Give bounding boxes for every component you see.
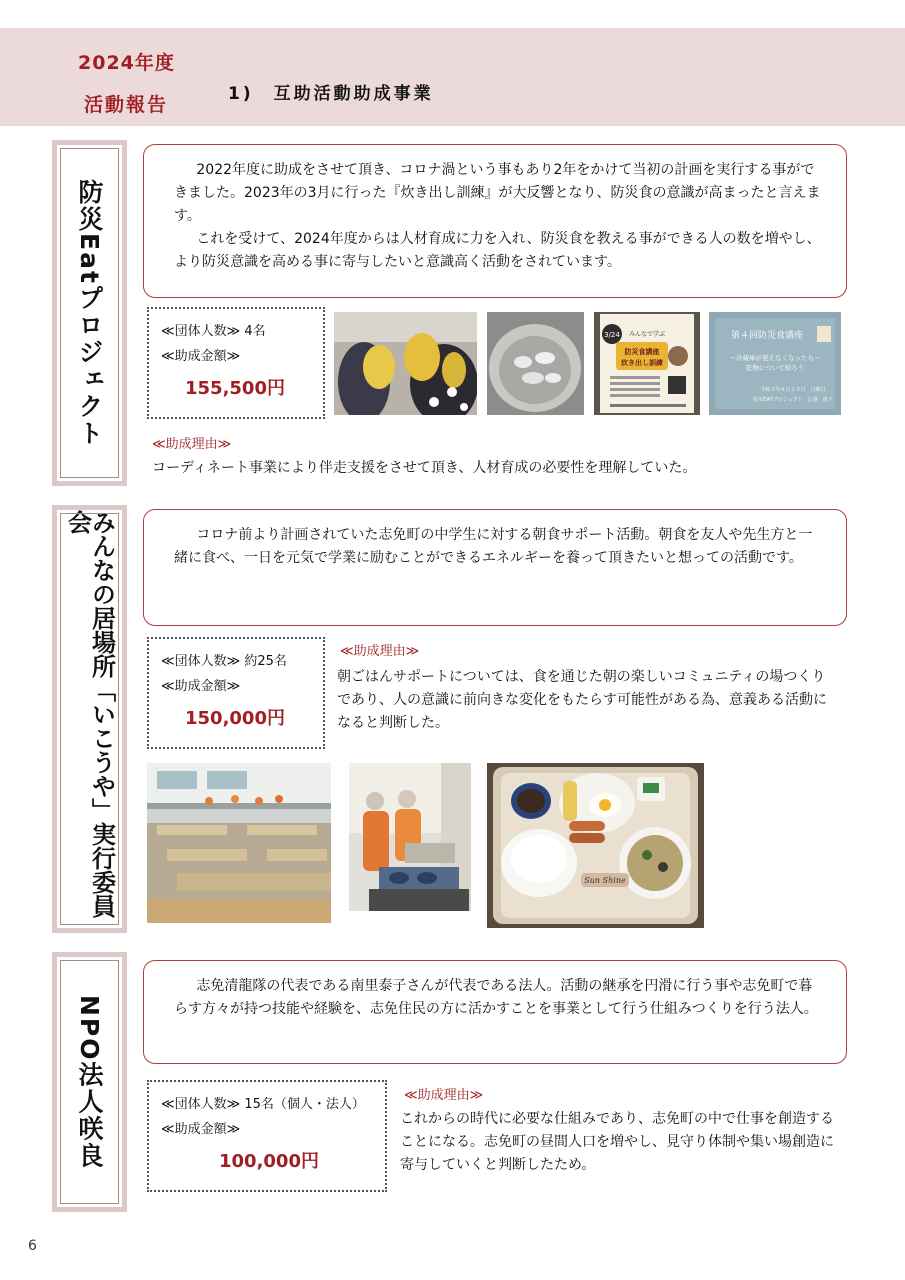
section-heading: 1) 互助活動助成事業 [228, 84, 434, 104]
project-2-description-para-1: コロナ前より計画されていた志免町の中学生に対する朝食サポート活動。朝食を友人や先生方と一緒に食べ、一日を元気で学業に励むことができるエネルギーを養って頂きたいと想っての活動です。 [174, 527, 813, 566]
project-3-amount-label: ≪助成金額≫ [161, 1122, 241, 1137]
project-3-reason-text: これからの時代に必要な仕組みであり、志免町の中で仕事を創造することになる。志免町の昼間人口を増やし、見守り体制や集い場創造に寄与していくと判断したため。 [400, 1111, 834, 1173]
photo-community-hall [147, 763, 331, 923]
project-1-reason-label: ≪助成理由≫ [152, 437, 232, 452]
members-label: ≪団体人数≫ [161, 654, 241, 669]
poster-date-badge: 3/24 [604, 331, 620, 339]
members-value: 約25名 [244, 654, 287, 669]
project-3-reason-label: ≪助成理由≫ [404, 1088, 484, 1103]
year-title: 2024年度 [78, 52, 175, 74]
project-1-members-row [161, 319, 311, 344]
project-2-name: みんなの居場所「いこうや」実行委員会 [63, 510, 116, 918]
project-3-info-box [147, 1080, 387, 1192]
report-title: 活動報告 [84, 94, 169, 116]
project-1-label-box [52, 140, 127, 486]
members-label: ≪団体人数≫ [161, 1097, 241, 1112]
project-2-description-box [143, 509, 847, 626]
project-3-amount-value: 100,000円 [219, 1151, 319, 1172]
photo-pot [487, 312, 584, 415]
project-2-reason-label: ≪助成理由≫ [340, 644, 420, 659]
photo-breakfast-tray [487, 763, 704, 928]
slide-footer-2: 防災EATプロジェクト 江副 貴子 [753, 397, 833, 403]
project-2-reason-text: 朝ごはんサポートについては、食を通じた朝の楽しいコミュニティの場つくりであり、人の意識に前向きな変化をもたらす可能性がある為、意義ある活動になると判断した。 [337, 669, 827, 731]
slide-subtitle-2: 乾物について知ろう [745, 364, 805, 372]
members-value: 15名（個人・法人） [244, 1097, 365, 1112]
project-1-amount-label: ≪助成金額≫ [161, 349, 241, 364]
photo-lecture-slide [709, 312, 841, 415]
project-1-description-para-1: 2022年度に助成をさせて頂き、コロナ渦という事もあり2年をかけて当初の計画を実行する事ができました。2023年の3月に行った『炊き出し訓練』が大反響となり、防災食の意識が高まったと言えます。 [174, 162, 821, 224]
project-3-members-row [161, 1092, 373, 1117]
photo-cooking-bags [334, 312, 477, 415]
project-2-amount-label: ≪助成金額≫ [161, 679, 241, 694]
poster-line-2: 防災食講座 [624, 348, 660, 356]
page-number: 6 [28, 1238, 37, 1254]
project-1-description-box [143, 144, 847, 298]
project-1-reason-text: コーディネート事業により伴走支援をさせて頂き、人材育成の必要性を理解していた。 [152, 460, 697, 476]
project-3-description-box [143, 960, 847, 1064]
photo-event-poster [594, 312, 700, 415]
slide-footer-1: 令和５年８月２９日 日曜日 [760, 387, 826, 393]
project-1-info-box [147, 307, 325, 419]
project-2-amount-value: 150,000円 [185, 708, 285, 729]
project-3-label-box [52, 952, 127, 1212]
project-3-name: NPO法人咲良 [75, 994, 104, 1170]
poster-line-1: みんなで学ぶ [628, 331, 666, 338]
project-2-label-box [52, 505, 127, 933]
members-label: ≪団体人数≫ [161, 324, 241, 339]
project-2-info-box [147, 637, 325, 749]
project-1-description-para-2: これを受けて、2024年度からは人材育成に力を入れ、防災食を教える事ができる人の数を増やし、より防災意識を高める事に寄与したいと意識高く活動をされています。 [174, 231, 821, 270]
project-1-amount-value: 155,500円 [185, 378, 285, 399]
project-1-name: 防災Eatプロジェクト [75, 179, 104, 447]
slide-title: 第４回防災食講座 [730, 331, 804, 341]
project-2-members-row [161, 649, 311, 674]
project-3-description-para-1: 志免清龍隊の代表である南里泰子さんが代表である法人。活動の継承を円滑に行う事や志免町で暮らす方々が持つ技能や経験を、志免住民の方に活かすことを事業として行う仕組みつくりを行う法人。 [174, 978, 818, 1017]
members-value: 4名 [244, 324, 266, 339]
poster-line-3: 炊き出し訓練 [621, 359, 663, 367]
tray-text: Sun Shine [584, 876, 626, 885]
photo-volunteers-serving [349, 763, 471, 911]
slide-subtitle: ～冷蔵庫が使えなくなったら～ [729, 354, 821, 362]
